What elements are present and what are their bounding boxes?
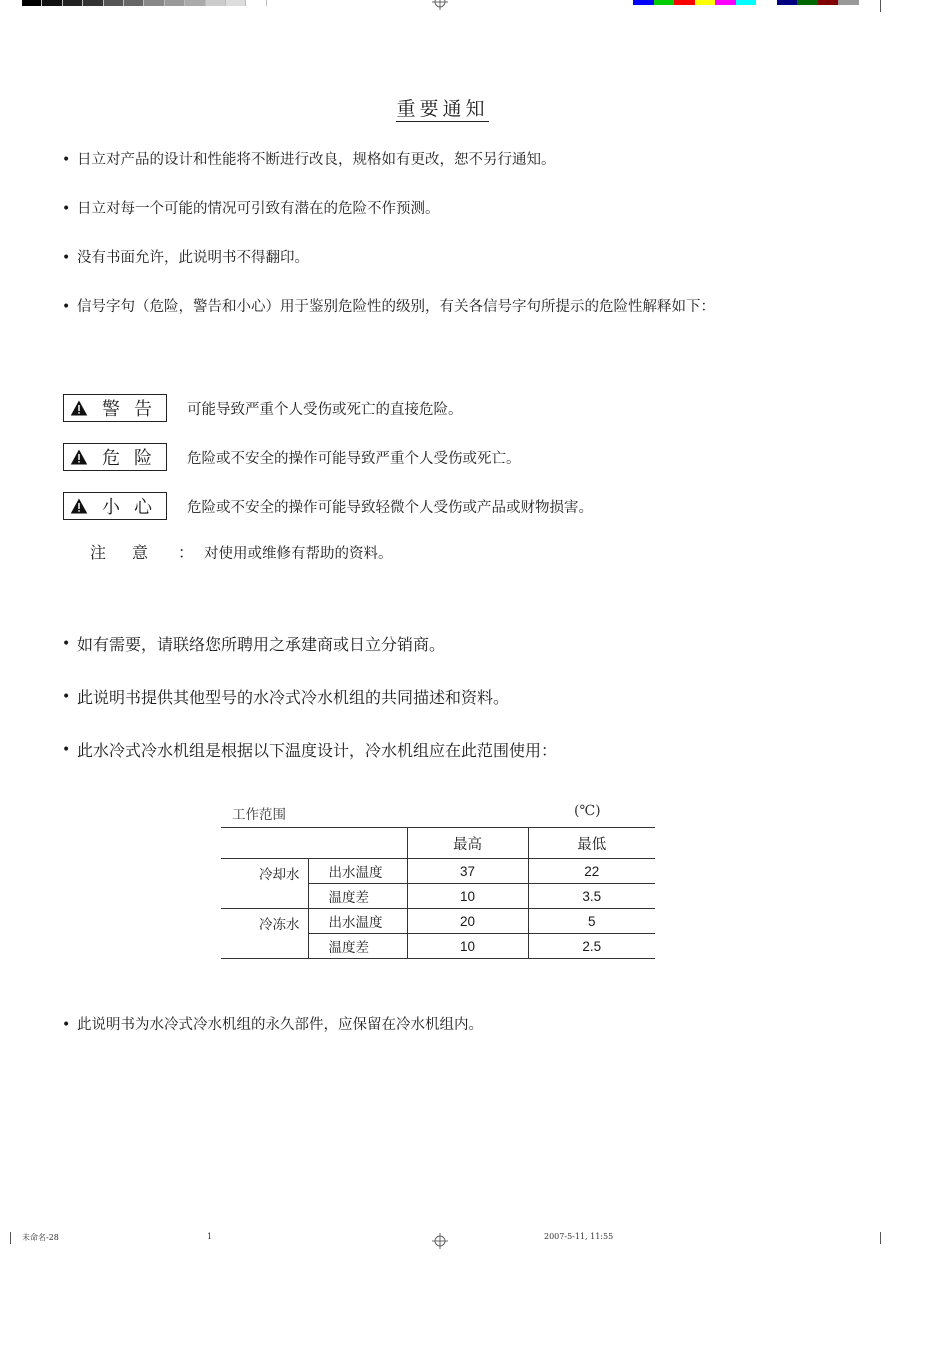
footer-datetime: 2007-5-11, 11:55 (544, 1232, 614, 1241)
notice-bullet: • 日立对产品的设计和性能将不断进行改良，规格如有更改，恕不另行通知。 (62, 152, 556, 168)
signal-row-danger (63, 442, 521, 472)
warning-triangle-icon (70, 495, 88, 517)
note-colon: ： (178, 543, 195, 562)
header-min: 最低 (528, 828, 655, 859)
cell-max: 10 (407, 884, 528, 909)
table-caption: 工作范围 (232, 807, 286, 823)
cell-min: 22 (528, 859, 655, 884)
cell-max: 10 (407, 934, 528, 959)
grayscale-calibration-bar (22, 0, 267, 6)
table-row (221, 859, 655, 884)
group-label: 冷冻水 (221, 909, 308, 959)
warning-triangle-icon (70, 397, 88, 419)
header-max: 最高 (407, 828, 528, 859)
note-description: 对使用或维修有帮助的资料。 (204, 546, 393, 562)
color-calibration-bar (633, 0, 859, 5)
notice-bullet: • 日立对每一个可能的情况可引致有潜在的危险不作预测。 (62, 201, 440, 217)
crop-mark (880, 0, 881, 12)
row-item: 出水温度 (308, 859, 407, 884)
footer-filename: 未命名-28 (22, 1233, 59, 1242)
row-item: 出水温度 (308, 909, 407, 934)
warning-triangle-icon (70, 446, 88, 468)
registration-mark-icon (432, 0, 448, 10)
cell-max: 20 (407, 909, 528, 934)
signal-word: 小心 (102, 497, 166, 518)
row-item: 温度差 (308, 934, 407, 959)
table-unit: (℃) (574, 803, 601, 819)
cell-min: 3.5 (528, 884, 655, 909)
table-header-row (221, 828, 655, 859)
notice-bullet: • 此说明书提供其他型号的水冷式冷水机组的共同描述和资料。 (62, 688, 510, 707)
footer-page-number: 1 (207, 1232, 213, 1241)
page-title: 重要通知 (396, 98, 489, 120)
notice-bullet: • 没有书面允许，此说明书不得翻印。 (62, 250, 309, 266)
signal-word: 危险 (102, 448, 166, 469)
cell-max: 37 (407, 859, 528, 884)
registration-mark-icon (432, 1233, 448, 1249)
crop-mark (880, 1232, 881, 1244)
operating-range-table (221, 827, 655, 959)
group-label: 冷却水 (221, 859, 308, 909)
crop-mark (10, 1232, 11, 1244)
signal-box (63, 492, 167, 520)
signal-row-caution (63, 491, 593, 521)
signal-row-warning (63, 393, 463, 423)
signal-description: 危险或不安全的操作可能导致轻微个人受伤或产品或财物损害。 (187, 499, 593, 516)
signal-description: 可能导致严重个人受伤或死亡的直接危险。 (187, 401, 463, 418)
signal-description: 危险或不安全的操作可能导致严重个人受伤或死亡。 (187, 450, 521, 467)
note-label: 注意 (90, 543, 175, 562)
signal-box (63, 443, 167, 471)
signal-word: 警告 (102, 399, 166, 420)
note-row (90, 540, 393, 563)
notice-bullet: • 此说明书为水冷式冷水机组的永久部件，应保留在冷水机组内。 (62, 1017, 483, 1033)
notice-bullet: • 如有需要，请联络您所聘用之承建商或日立分销商。 (62, 635, 446, 654)
notice-bullet: • 此水冷式冷水机组是根据以下温度设计，冷水机组应在此范围使用： (62, 741, 558, 760)
notice-bullet: • 信号字句（危险，警告和小心）用于鉴别危险性的级别，有关各信号字句所提示的危险性解释如下： (62, 299, 715, 315)
table-row (221, 909, 655, 934)
signal-box (63, 394, 167, 422)
cell-min: 5 (528, 909, 655, 934)
row-item: 温度差 (308, 884, 407, 909)
cell-min: 2.5 (528, 934, 655, 959)
